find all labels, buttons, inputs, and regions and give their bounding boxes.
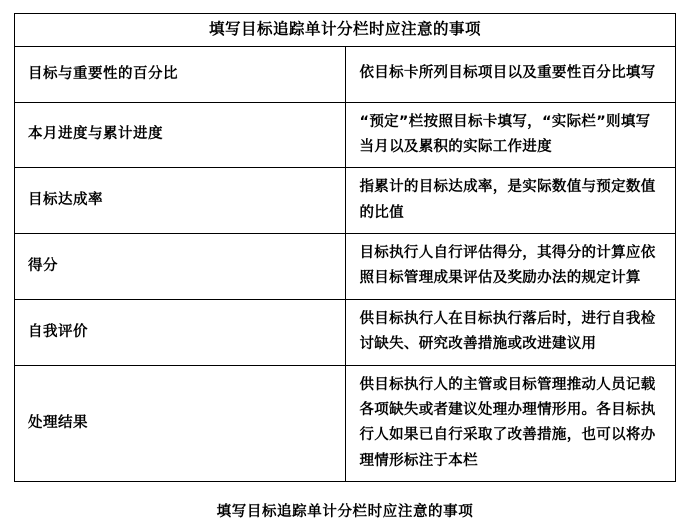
table-row	[15, 168, 676, 234]
row-value: 供目标执行人的主管或目标管理推动人员记载各项缺失或者建议处理办理情形用。各目标执行人如果已自行采取了改善措施，也可以将办理情形标注于本栏	[345, 365, 676, 482]
row-label: 目标达成率	[15, 168, 346, 234]
figure-caption: 填写目标追踪单计分栏时应注意的事项	[216, 504, 474, 520]
row-value: 指累计的目标达成率，是实际数值与预定数值的比值	[345, 168, 676, 234]
table-title-row	[15, 14, 676, 47]
row-value: 供目标执行人在目标执行落后时，进行自我检讨缺失、研究改善措施或改进建议用	[345, 299, 676, 365]
table-row	[15, 46, 676, 102]
row-value: 依目标卡所列目标项目以及重要性百分比填写	[345, 46, 676, 102]
row-label: 本月进度与累计进度	[15, 102, 346, 168]
table-row	[15, 299, 676, 365]
row-label: 处理结果	[15, 365, 346, 482]
table-row	[15, 234, 676, 300]
row-value: 目标执行人自行评估得分，其得分的计算应依照目标管理成果评估及奖励办法的规定计算	[345, 234, 676, 300]
table-title: 填写目标追踪单计分栏时应注意的事项	[15, 14, 676, 47]
row-label: 得分	[15, 234, 346, 300]
row-label: 目标与重要性的百分比	[15, 46, 346, 102]
table-row	[15, 365, 676, 482]
row-label: 自我评价	[15, 299, 346, 365]
guidelines-table-container	[14, 13, 676, 482]
table-row	[15, 102, 676, 168]
guidelines-table	[14, 13, 676, 482]
row-value: “预定”栏按照目标卡填写，“实际栏”则填写当月以及累积的实际工作进度	[345, 102, 676, 168]
